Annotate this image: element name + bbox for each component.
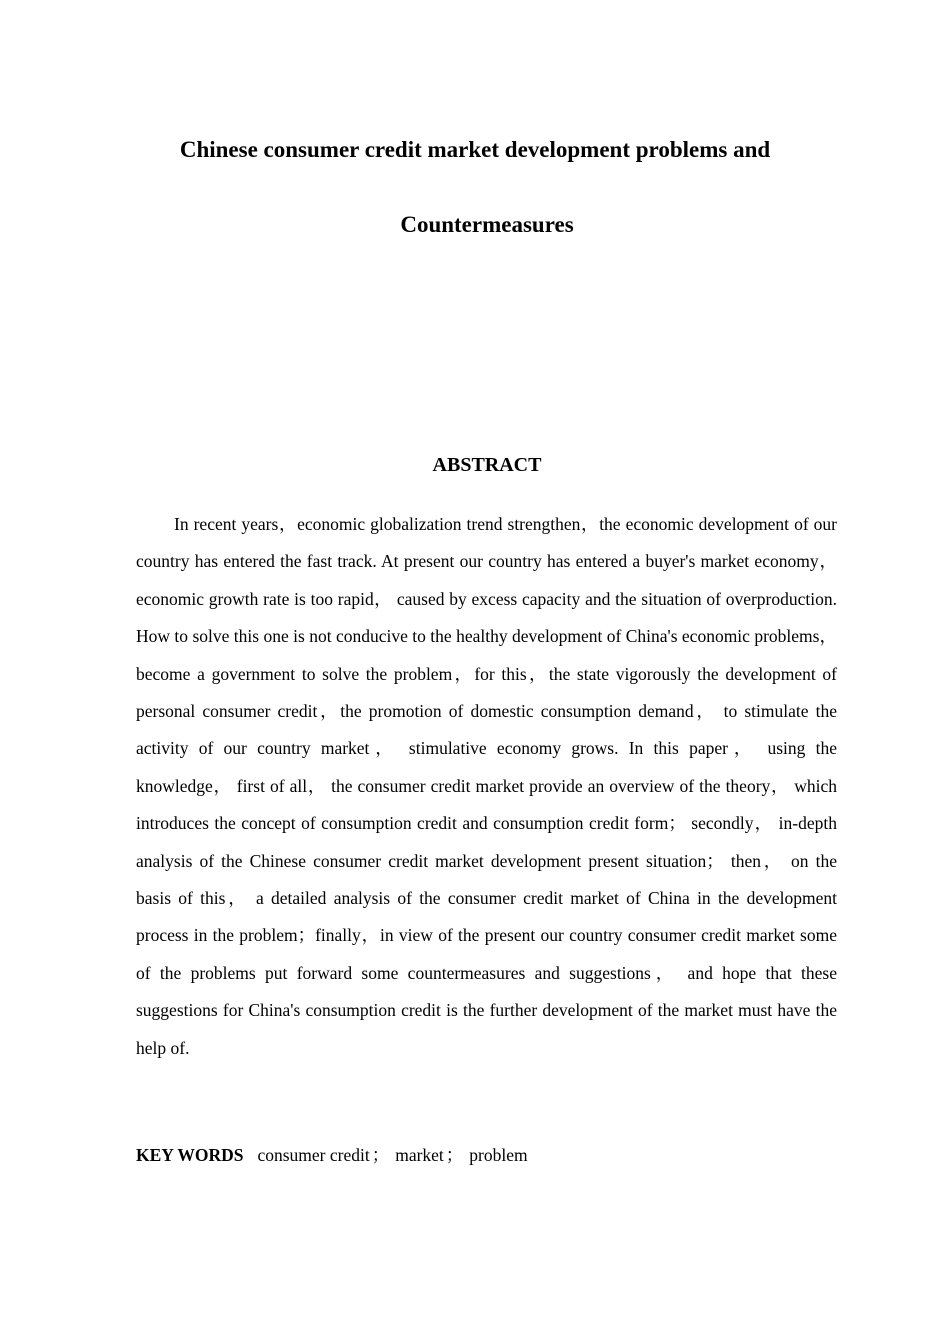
keyword-separator: ； [371, 1145, 390, 1165]
title-line-1: Chinese consumer credit market development problems and [179, 137, 771, 162]
keywords-line [136, 1140, 837, 1170]
keywords-label: KEY WORDS [136, 1145, 244, 1165]
abstract-heading: ABSTRACT [432, 454, 542, 476]
keyword-item: problem [469, 1145, 528, 1165]
keyword-item: consumer credit [257, 1145, 370, 1165]
keyword-separator: ； [445, 1145, 464, 1165]
abstract-body: In recent years，economic globalization trend strengthen，the economic development of our country has entered the fast track. At present our country has entered a buyer's market economy， economic growth rate is too rapid， caused by excess capacity and the situation of overproduction. How to solve this one is not conducive to the healthy development of China's economic problems，become a government to solve the problem，for this，the state vigorously the development of personal consumer credit，the promotion of domestic consumption demand， to stimulate the activity of our country market， stimulative economy grows. In this paper， using the knowledge， first of all， the consumer credit market provide an overview of the theory， which introduces the concept of consumption credit and consumption credit form； secondly， in-depth analysis of the Chinese consumer credit market development present situation； then， on the basis of this， a detailed analysis of the consumer credit market of China in the development process in the problem；finally，in view of the present our country consumer credit market some of the problems put forward some countermeasures and suggestions， and hope that these suggestions for China's consumption credit is the further development of the market must have the help of. [136, 514, 837, 1058]
keyword-item: market [395, 1145, 444, 1165]
title-line-2: Countermeasures [400, 212, 574, 237]
